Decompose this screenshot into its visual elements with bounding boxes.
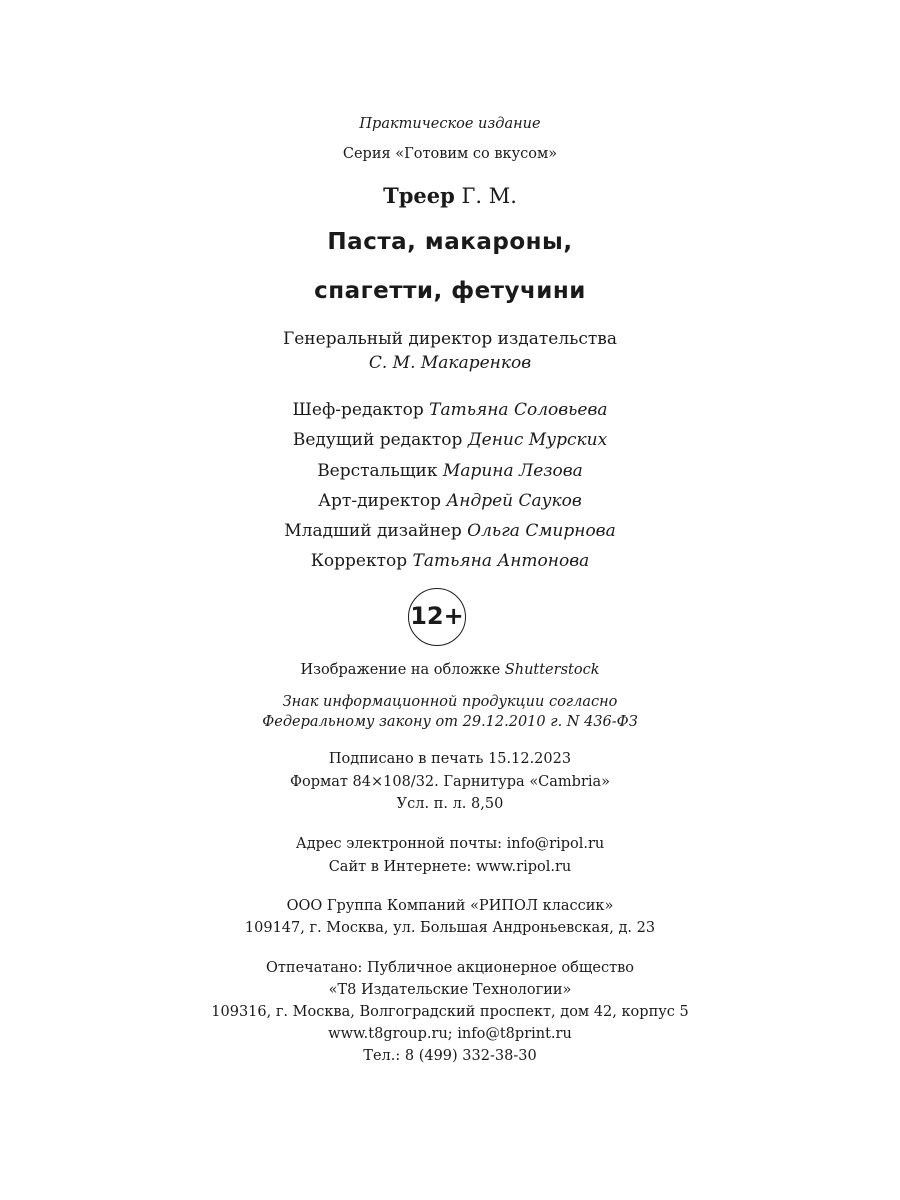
credit-line	[0, 461, 900, 481]
cover-image-source: Shutterstock	[504, 662, 600, 678]
credit-name: Андрей Сауков	[446, 491, 582, 511]
book-title-line-1: Паста, макароны,	[327, 229, 573, 255]
printer-line-3: 109316, г. Москва, Волгоградский проспект, дом 42, корпус 5	[211, 1004, 689, 1020]
publisher-name: ООО Группа Компаний «РИПОЛ классик»	[286, 898, 614, 914]
author	[0, 183, 900, 208]
cover-image-label: Изображение на обложке	[300, 662, 501, 678]
credit-name: Марина Лезова	[442, 461, 583, 481]
credit-line	[0, 400, 900, 420]
credit-line	[0, 491, 900, 511]
printer-line-2: «Т8 Издательские Технологии»	[328, 982, 572, 998]
author-surname: Треер	[383, 183, 455, 208]
print-format: Формат 84×108/32. Гарнитура «Cambria»	[289, 774, 611, 790]
credit-line	[0, 430, 900, 450]
director-name: С. М. Макаренков	[368, 353, 532, 373]
cover-image-credit	[0, 662, 900, 678]
publisher-address: 109147, г. Москва, ул. Большая Андроньевская, д. 23	[244, 920, 656, 936]
series-name: Серия «Готовим со вкусом»	[342, 146, 558, 162]
contact-site: Сайт в Интернете: www.ripol.ru	[328, 859, 572, 875]
credit-line	[0, 551, 900, 571]
credit-name: Денис Мурских	[467, 430, 608, 450]
author-initials: Г. М.	[461, 184, 517, 208]
credit-role: Шеф-редактор	[292, 400, 424, 420]
info-sign-line-2: Федеральному закону от 29.12.2010 г. N 436-ФЗ	[262, 714, 638, 730]
print-signed-date: Подписано в печать 15.12.2023	[328, 751, 572, 767]
credit-role: Арт-директор	[318, 491, 441, 511]
credit-role: Корректор	[310, 551, 408, 571]
credit-name: Татьяна Соловьева	[429, 400, 608, 420]
book-title-line-2: спагетти, фетучини	[314, 278, 586, 304]
printer-line-4: www.t8group.ru; info@t8print.ru	[328, 1026, 572, 1042]
credit-line	[0, 521, 900, 541]
director-role: Генеральный директор издательства	[282, 329, 618, 349]
info-sign-line-1: Знак информационной продукции согласно	[282, 694, 618, 710]
printer-line-1: Отпечатано: Публичное акционерное общество	[266, 960, 634, 976]
credit-role: Ведущий редактор	[292, 430, 463, 450]
print-sheets: Усл. п. л. 8,50	[396, 796, 504, 812]
contact-email: Адрес электронной почты: info@ripol.ru	[295, 836, 605, 852]
edition-type: Практическое издание	[359, 116, 541, 132]
credit-name: Татьяна Антонова	[412, 551, 590, 571]
age-rating-badge: 12+	[408, 588, 466, 646]
printer-line-5: Тел.: 8 (499) 332-38-30	[363, 1048, 537, 1064]
credit-name: Ольга Смирнова	[467, 521, 616, 541]
credit-role: Младший дизайнер	[284, 521, 462, 541]
credit-role: Верстальщик	[317, 461, 438, 481]
